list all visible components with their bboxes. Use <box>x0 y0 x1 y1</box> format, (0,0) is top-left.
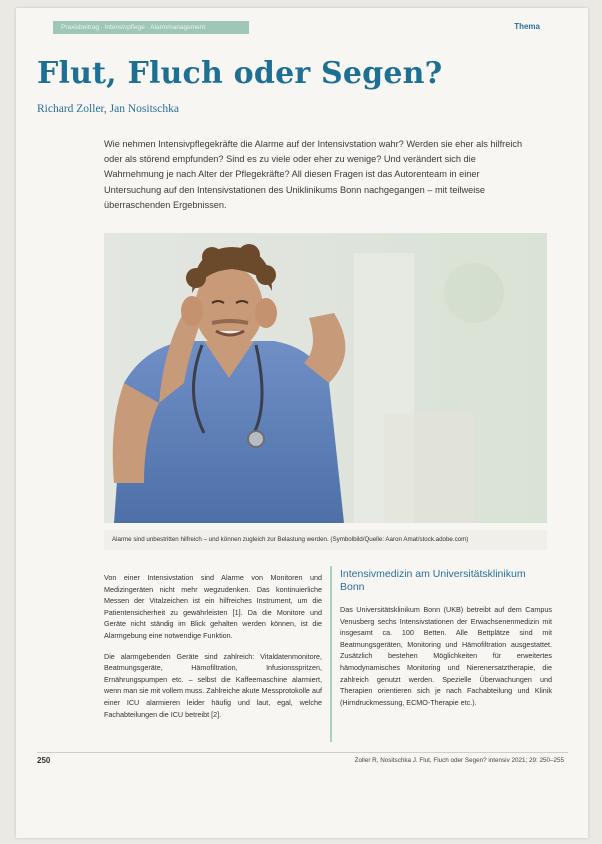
info-box-body: Das Universitätsklinikum Bonn (UKB) betreibt auf dem Campus Venusberg sechs Intensivstationen der Erwachsenenmedizin mit insgesamt ca. 100 Betten. Alle Bettplätze sind mit Beatmungsgeräten, Monitoring und Hämofiltration ausgestattet. Zusätzlich bestehen Möglichkeiten für erweitertes hämodynamisches Monitoring und Nierenersatztherapie, die zahlreich genutzt werden. Spezielle Überwachungen und Therapien orientieren sich je nach Fachabteilung und Klinik (Hirndruckmessung, ECMO-Therapie etc.). <box>340 605 552 707</box>
section-rubric: Praxisbeitrag · Intensivpflege · Alarmmanagement <box>53 21 249 34</box>
article-lead: Wie nehmen Intensivpflegekräfte die Alarme auf der Intensivstation wahr? Werden sie eher als hilfreich oder als störend empfunden? Sind es zu viele oder eher zu wenige? Und verändert sich die Wahrnehmung je nach Alter der Pflegekräfte? All diesen Fragen ist das Autorenteam in einer Untersuchung auf den Intensivstationen des Uniklinikums Bonn nachgegangen – mit teilweise überraschenden Ergebnissen. <box>104 139 523 210</box>
nurse-covering-ears-illustration <box>104 233 547 523</box>
info-box <box>330 566 552 742</box>
info-box-title: Intensivmedizin am Universitätsklinikum Bonn <box>340 568 526 593</box>
article-photo <box>104 233 547 523</box>
body-paragraph: Die alarmgebenden Geräte sind zahlreich: Vitaldatenmonitore, Beatmungsgeräte, Hämofiltration, Infusionsspritzen, Ernährungspumpen etc. – selbst die Kaffeemaschine alarmiert, wenn man sie mit vollem muss. Zahlreiche akute Messprotokolle auf einer ICU alarmieren leider häufig und laut, egal, welche Fachabteilungen die ICU betreibt [2]. <box>104 651 322 719</box>
photo-caption: Alarme sind unbestritten hilfreich – und können zugleich zur Belastung werden. (Symbolbild/Quelle: Aaron Amat/stock.adobe.com) <box>104 530 547 550</box>
topic-label: Thema <box>514 22 540 31</box>
body-paragraph: Von einer Intensivstation sind Alarme von Monitoren und Medizingeräten nicht mehr wegzudenken. Das kontinuierliche Messen der Vitalzeichen ist ein hilfreiches Instrument, um die Patientensicherheit zu gewährleisten [1]. Da die Monitore und Geräte nicht ständig im Blick gehalten werden können, ist die Alarmgebung eine notwendige Funktion. <box>104 573 322 640</box>
page-number: 250 <box>37 756 51 765</box>
footer-divider <box>37 752 568 753</box>
citation-footer: Zoller R, Nositschka J. Flut, Fluch oder Segen? intensiv 2021; 29: 250–255 <box>354 757 564 764</box>
article-title: Flut, Fluch oder Segen? <box>37 56 443 91</box>
article-body-column <box>104 572 322 729</box>
article-authors: Richard Zoller, Jan Nositschka <box>37 103 179 115</box>
